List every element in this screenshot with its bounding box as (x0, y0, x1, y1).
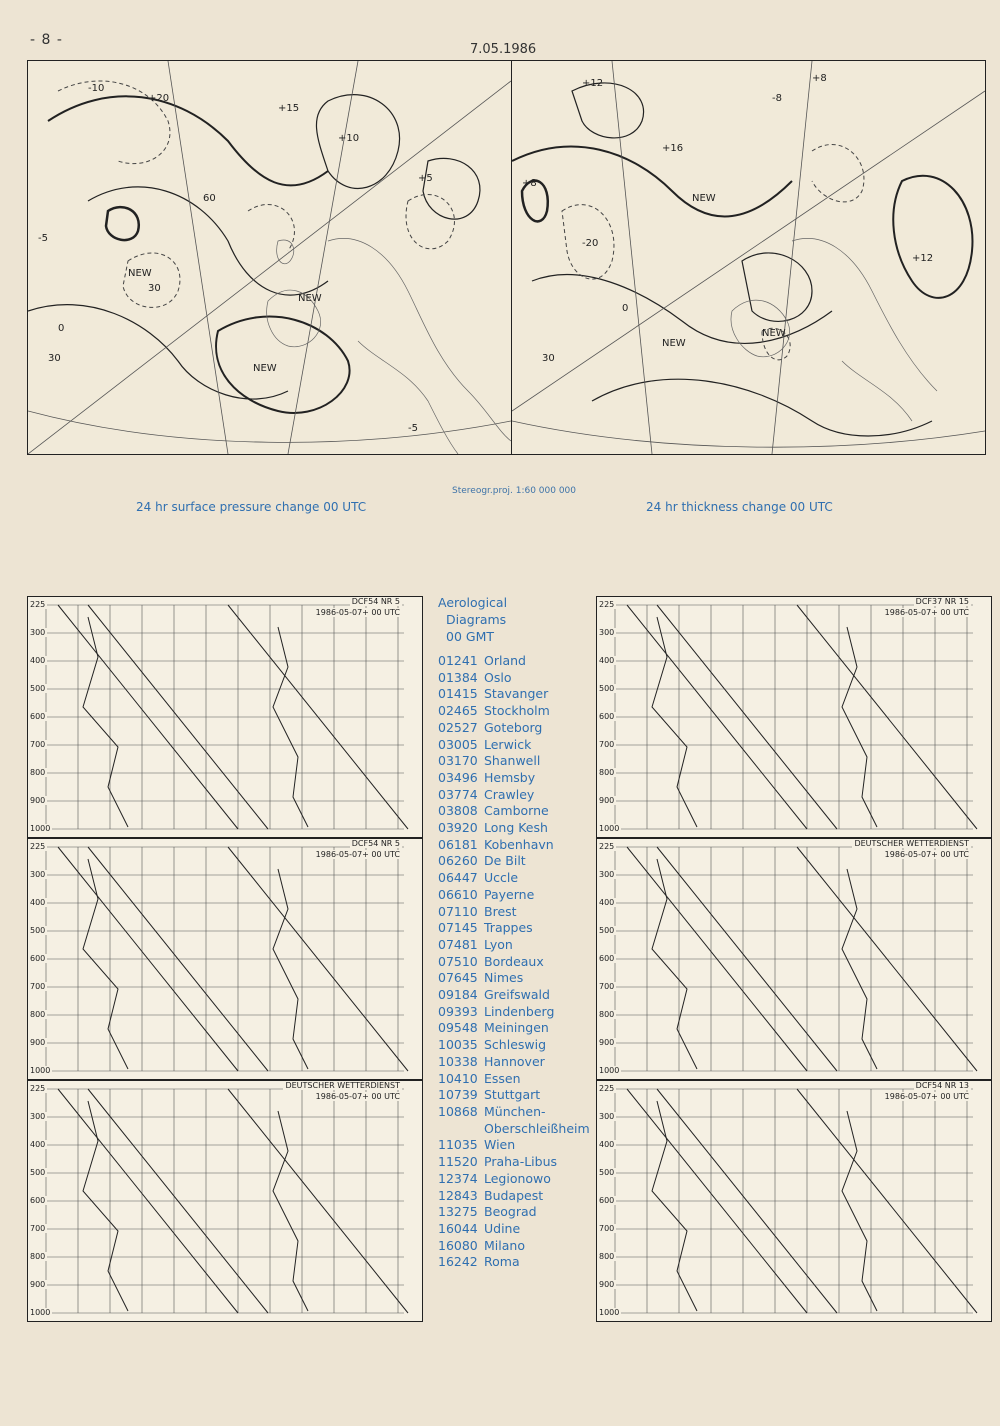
pressure-level-label: 600 (599, 1196, 615, 1205)
svg-text:NEW: NEW (253, 363, 277, 374)
svg-text:NEW: NEW (662, 338, 686, 349)
pressure-level-label: 400 (30, 656, 46, 665)
station-code: 06447 (438, 870, 478, 886)
pressure-level-label: 800 (30, 1252, 46, 1261)
diagram-date: 1986-05-07+ 00 UTC (884, 850, 969, 859)
pressure-level-label: 900 (599, 1280, 615, 1289)
station-code: 06260 (438, 853, 478, 869)
station-row (438, 1004, 598, 1021)
station-code: 03774 (438, 786, 478, 802)
station-name: Essen (484, 1070, 521, 1086)
pressure-level-label: 225 (599, 842, 615, 851)
pressure-level-label: 300 (599, 870, 615, 879)
station-code (438, 1121, 484, 1138)
page-date: 7.05.1986 (470, 42, 537, 57)
station-name: Beograd (484, 1204, 537, 1220)
station-row (438, 1204, 598, 1221)
station-code: 07645 (438, 970, 478, 986)
panel-title-line2: Diagrams (446, 612, 507, 627)
svg-text:+8: +8 (522, 178, 537, 189)
station-name: Kobenhavn (484, 836, 554, 852)
svg-text:+12: +12 (582, 78, 604, 89)
svg-text:+20: +20 (148, 93, 170, 104)
station-name: Lindenberg (484, 1003, 555, 1019)
svg-text:NEW: NEW (298, 293, 322, 304)
pressure-level-label: 1000 (30, 1066, 51, 1075)
pressure-level-label: 600 (30, 954, 46, 963)
aerological-diagram (596, 838, 992, 1080)
pressure-level-label: 800 (30, 1010, 46, 1019)
station-code: 03920 (438, 820, 478, 836)
station-code: 09548 (438, 1020, 478, 1036)
station-name: Lyon (484, 936, 513, 952)
pressure-level-label: 700 (30, 1224, 46, 1233)
station-row (438, 1121, 598, 1138)
svg-text:30: 30 (542, 353, 555, 364)
station-name: Crawley (484, 786, 535, 802)
pressure-level-label: 1000 (30, 1308, 51, 1317)
pressure-level-label: 900 (30, 1280, 46, 1289)
station-row (438, 653, 598, 670)
station-row (438, 787, 598, 804)
thickness-caption: 24 hr thickness change 00 UTC (646, 500, 833, 514)
station-name: Brest (484, 903, 517, 919)
station-name: Roma (484, 1254, 520, 1270)
station-name: Stavanger (484, 686, 549, 702)
pressure-level-label: 700 (30, 982, 46, 991)
station-name: Camborne (484, 803, 549, 819)
station-row (438, 1020, 598, 1037)
svg-text:+5: +5 (418, 173, 433, 184)
station-list (438, 653, 598, 1271)
pressure-level-label: 225 (30, 842, 46, 851)
pressure-level-label: 500 (30, 1168, 46, 1177)
station-name: Greifswald (484, 987, 550, 1003)
station-row (438, 970, 598, 987)
pressure-level-label: 700 (599, 740, 615, 749)
diagram-date: 1986-05-07+ 00 UTC (315, 608, 400, 617)
diagram-date: 1986-05-07+ 00 UTC (884, 608, 969, 617)
station-code: 07110 (438, 903, 478, 919)
svg-text:NEW: NEW (762, 328, 786, 339)
pressure-level-label: 225 (30, 600, 46, 609)
surface-pressure-change-map (27, 60, 512, 455)
station-code: 10868 (438, 1103, 478, 1119)
diagram-header: DEUTSCHER WETTERDIENST (285, 1081, 400, 1090)
svg-text:+8: +8 (812, 73, 827, 84)
station-row (438, 954, 598, 971)
station-name: Trappes (484, 920, 533, 936)
station-code: 07145 (438, 920, 478, 936)
pressure-level-label: 225 (599, 1084, 615, 1093)
surface-pressure-caption: 24 hr surface pressure change 00 UTC (136, 500, 367, 514)
station-row (438, 1221, 598, 1238)
aerological-diagram (596, 1080, 992, 1322)
station-code: 06610 (438, 886, 478, 902)
svg-text:60: 60 (203, 193, 216, 204)
pressure-level-label: 300 (599, 628, 615, 637)
svg-text:30: 30 (148, 283, 161, 294)
station-name: Praha-Libus (484, 1154, 558, 1170)
svg-text:+12: +12 (912, 253, 934, 264)
station-name: Shanwell (484, 753, 541, 769)
pressure-level-label: 500 (30, 926, 46, 935)
station-code: 16044 (438, 1220, 478, 1236)
aerological-diagram (27, 596, 423, 838)
station-name: Budapest (484, 1187, 544, 1203)
pressure-level-label: 400 (30, 898, 46, 907)
svg-text:-5: -5 (38, 233, 48, 244)
station-code: 03496 (438, 769, 478, 785)
svg-text:+15: +15 (278, 103, 300, 114)
pressure-level-label: 700 (30, 740, 46, 749)
station-name: Hannover (484, 1053, 545, 1069)
aerological-diagram (596, 596, 992, 838)
station-code: 11520 (438, 1154, 478, 1170)
pressure-level-label: 400 (30, 1140, 46, 1149)
station-row (438, 720, 598, 737)
station-name: Nimes (484, 970, 524, 986)
pressure-level-label: 900 (30, 1038, 46, 1047)
station-row (438, 887, 598, 904)
station-code: 11035 (438, 1137, 478, 1153)
station-code: 09393 (438, 1003, 478, 1019)
station-row (438, 1238, 598, 1255)
pressure-level-label: 225 (599, 600, 615, 609)
svg-text:+16: +16 (662, 143, 684, 154)
station-code: 12843 (438, 1187, 478, 1203)
station-name: Schleswig (484, 1037, 547, 1053)
svg-text:NEW: NEW (692, 193, 716, 204)
station-row (438, 820, 598, 837)
station-row (438, 904, 598, 921)
station-row (438, 1104, 598, 1121)
pressure-level-label: 1000 (599, 1066, 620, 1075)
station-row (438, 1154, 598, 1171)
station-row (438, 987, 598, 1004)
station-name: Oberschleißheim (484, 1120, 590, 1136)
diagram-header: DCF54 NR 13 (915, 1081, 969, 1090)
station-row (438, 737, 598, 754)
pressure-level-label: 700 (599, 1224, 615, 1233)
station-code: 03170 (438, 753, 478, 769)
station-name: Bordeaux (484, 953, 544, 969)
station-name: Legionowo (484, 1170, 551, 1186)
station-code: 07510 (438, 953, 478, 969)
station-row (438, 853, 598, 870)
station-code: 01241 (438, 653, 478, 668)
svg-text:-5: -5 (408, 423, 418, 434)
station-row (438, 1071, 598, 1088)
pressure-level-label: 400 (599, 898, 615, 907)
station-name: Orland (484, 653, 526, 668)
pressure-level-label: 400 (599, 1140, 615, 1149)
pressure-level-label: 300 (30, 1112, 46, 1121)
pressure-level-label: 1000 (30, 824, 51, 833)
pressure-level-label: 800 (599, 768, 615, 777)
station-name: Uccle (484, 870, 519, 886)
pressure-level-label: 1000 (599, 1308, 620, 1317)
pressure-level-label: 700 (599, 982, 615, 991)
pressure-level-label: 500 (599, 1168, 615, 1177)
station-row (438, 1254, 598, 1271)
station-row (438, 1037, 598, 1054)
station-row (438, 1137, 598, 1154)
station-name: Meiningen (484, 1020, 549, 1036)
svg-text:0: 0 (58, 323, 65, 334)
pressure-level-label: 600 (30, 1196, 46, 1205)
pressure-level-label: 600 (599, 954, 615, 963)
station-code: 09184 (438, 987, 478, 1003)
svg-text:0: 0 (622, 303, 629, 314)
pressure-level-label: 600 (30, 712, 46, 721)
station-row (438, 937, 598, 954)
station-name: Wien (484, 1137, 516, 1153)
svg-text:NEW: NEW (128, 268, 152, 279)
station-list-panel (438, 594, 598, 1271)
svg-text:-10: -10 (88, 83, 105, 94)
station-code: 02527 (438, 719, 478, 735)
svg-text:+10: +10 (338, 133, 360, 144)
svg-text:-20: -20 (582, 238, 599, 249)
station-code: 12374 (438, 1170, 478, 1186)
station-code: 07481 (438, 936, 478, 952)
station-row (438, 770, 598, 787)
pressure-level-label: 900 (599, 1038, 615, 1047)
station-row (438, 837, 598, 854)
pressure-level-label: 300 (30, 870, 46, 879)
thickness-change-map (511, 60, 986, 455)
diagram-date: 1986-05-07+ 00 UTC (884, 1092, 969, 1101)
station-name: Stuttgart (484, 1087, 541, 1103)
station-name: Goteborg (484, 719, 543, 735)
station-code: 01384 (438, 669, 478, 685)
station-row (438, 920, 598, 937)
station-name: Payerne (484, 886, 535, 902)
diagram-header: DCF54 NR 5 (351, 839, 400, 848)
panel-title-line3: 00 GMT (446, 629, 494, 644)
station-name: Long Kesh (484, 820, 548, 836)
pressure-level-label: 900 (30, 796, 46, 805)
station-name: De Bilt (484, 853, 526, 869)
station-code: 03005 (438, 736, 478, 752)
station-row (438, 703, 598, 720)
station-code: 13275 (438, 1204, 478, 1220)
station-name: Oslo (484, 669, 512, 685)
svg-text:30: 30 (48, 353, 61, 364)
pressure-level-label: 800 (599, 1252, 615, 1261)
station-row (438, 803, 598, 820)
station-code: 10035 (438, 1037, 478, 1053)
diagram-header: DCF54 NR 5 (351, 597, 400, 606)
station-row (438, 1188, 598, 1205)
station-row (438, 870, 598, 887)
pressure-level-label: 300 (599, 1112, 615, 1121)
station-code: 16080 (438, 1237, 478, 1253)
station-code: 02465 (438, 703, 478, 719)
station-code: 03808 (438, 803, 478, 819)
panel-title-line1: Aerological (438, 595, 508, 610)
pressure-level-label: 500 (599, 684, 615, 693)
station-name: Lerwick (484, 736, 532, 752)
aerological-diagram (27, 1080, 423, 1322)
station-row (438, 686, 598, 703)
pressure-level-label: 225 (30, 1084, 46, 1093)
station-name: Milano (484, 1237, 525, 1253)
station-row (438, 1087, 598, 1104)
station-code: 06181 (438, 836, 478, 852)
pressure-level-label: 300 (30, 628, 46, 637)
station-name: München- (484, 1103, 546, 1119)
diagram-header: DEUTSCHER WETTERDIENST (854, 839, 969, 848)
station-row (438, 1171, 598, 1188)
station-code: 01415 (438, 686, 478, 702)
diagram-header: DCF37 NR 15 (915, 597, 969, 606)
station-row (438, 1054, 598, 1071)
pressure-level-label: 500 (599, 926, 615, 935)
pressure-level-label: 600 (599, 712, 615, 721)
pressure-level-label: 800 (599, 1010, 615, 1019)
pressure-level-label: 900 (599, 796, 615, 805)
aerological-diagram (27, 838, 423, 1080)
station-name: Stockholm (484, 703, 550, 719)
station-row (438, 670, 598, 687)
station-name: Hemsby (484, 769, 536, 785)
pressure-level-label: 800 (30, 768, 46, 777)
station-code: 10410 (438, 1070, 478, 1086)
projection-caption: Stereogr.proj. 1:60 000 000 (452, 486, 577, 496)
diagram-date: 1986-05-07+ 00 UTC (315, 1092, 400, 1101)
page-number: - 8 - (30, 32, 63, 48)
pressure-level-label: 500 (30, 684, 46, 693)
station-code: 10338 (438, 1053, 478, 1069)
panel-title (438, 594, 598, 645)
station-row (438, 753, 598, 770)
station-name: Udine (484, 1220, 521, 1236)
station-code: 10739 (438, 1087, 478, 1103)
pressure-level-label: 1000 (599, 824, 620, 833)
station-code: 16242 (438, 1254, 478, 1270)
pressure-level-label: 400 (599, 656, 615, 665)
svg-text:-8: -8 (772, 93, 782, 104)
diagram-date: 1986-05-07+ 00 UTC (315, 850, 400, 859)
